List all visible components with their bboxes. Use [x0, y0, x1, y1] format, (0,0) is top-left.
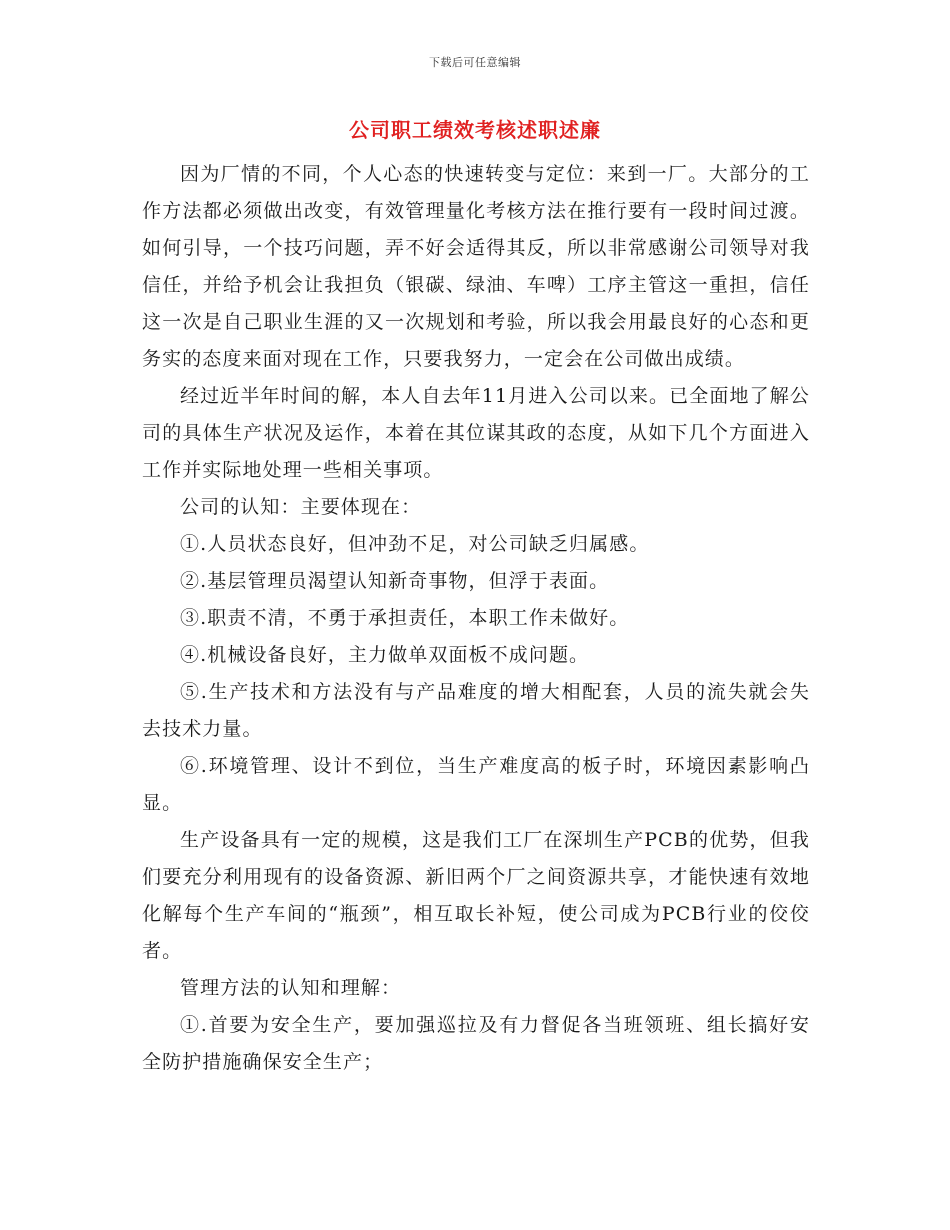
paragraph: 公司的认知：主要体现在：: [180, 496, 422, 518]
list-item: ④.机械设备良好，主力做单双面板不成问题。: [180, 644, 590, 666]
paragraph: 经过近半年时间的解，本人自去年11月进入公司以来。已全面地了解公司的具体生产状况及运作，本着在其位谋其政的态度，从如下几个方面进入工作并实际地处理一些相关事项。: [142, 385, 810, 481]
list-item: ②.基层管理员渴望认知新奇事物，但浮于表面。: [180, 570, 610, 592]
list-item: ③.职责不清，不勇于承担责任，本职工作未做好。: [180, 607, 630, 629]
document-body: [142, 156, 810, 1081]
paragraph: 因为厂情的不同，个人心态的快速转变与定位：来到一厂。大部分的工作方法都必须做出改变，有效管理量化考核方法在推行要有一段时间过渡。如何引导，一个技巧问题，弄不好会适得其反，所以非常感谢公司领导对我信任，并给予机会让我担负（银碳、绿油、车啤）工序主管这一重担，信任这一次是自己职业生涯的又一次规划和考验，所以我会用最良好的心态和更务实的态度来面对现在工作，只要我努力，一定会在公司做出成绩。: [142, 163, 810, 370]
list-item: ①.首要为安全生产，要加强巡拉及有力督促各当班领班、组长搞好安全防护措施确保安全生产；: [142, 1014, 810, 1073]
header-note: 下载后可任意编辑: [429, 56, 521, 69]
paragraph: 管理方法的认知和理解：: [180, 977, 402, 999]
list-item: ⑥.环境管理、设计不到位，当生产难度高的板子时，环境因素影响凸显。: [142, 755, 810, 814]
list-item: ⑤.生产技术和方法没有与产品难度的增大相配套，人员的流失就会失去技术力量。: [142, 681, 810, 740]
document-title: 公司职工绩效考核述职述廉: [349, 118, 601, 142]
list-item: ①.人员状态良好，但冲劲不足，对公司缺乏归属感。: [180, 533, 650, 555]
paragraph: 生产设备具有一定的规模，这是我们工厂在深圳生产PCB的优势，但我们要充分利用现有的设备资源、新旧两个厂之间资源共享，才能快速有效地化解每个生产车间的“瓶颈”，相互取长补短，使公司成为PCB行业的佼佼者。: [142, 829, 810, 962]
